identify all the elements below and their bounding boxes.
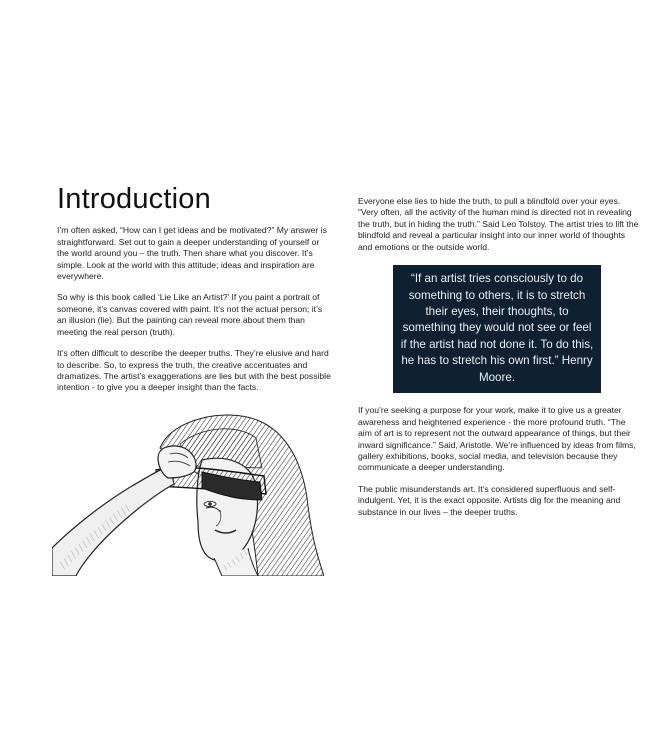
left-column <box>57 183 332 404</box>
intro-paragraph-2: So why is this book called ‘Lie Like an Artist?’ If you paint a portrait of someone, it’s canvas covered with paint. It’s not the actual person; it’s an illusion (lie). But the painting can reveal more about them than meeting the real person (truth). <box>57 292 323 337</box>
right-column <box>358 196 641 528</box>
public-misunderstands-paragraph: The public misunderstands art. It’s considered superfluous and self-indulgent. Yet, it is the exact opposite. Artists dig for the meaning and substance in our lives – the deeper truths. <box>358 483 621 517</box>
intro-paragraph-3: It’s often difficult to describe the deeper truths. They’re elusive and hard to describe. So, to express the truth, the creative accentuates and dramatizes. The artist’s exaggerations are lies but with the best possible intention - to give you a deeper insight than the facts. <box>57 348 331 393</box>
tolstoy-paragraph: Everyone else lies to hide the truth, to pull a blindfold over your eyes. “Very often, all the activity of the human mind is directed not in revealing the truth, but in hiding the truth.” Said Leo Tolstoy. The artist tries to lift the blindfold and reveal a particular insight into our inner world of thoughts and emotions or the outside world. <box>358 196 639 252</box>
page-title: Introduction <box>57 183 211 215</box>
intro-paragraph-1: I’m often asked, “How can I get ideas and be motivated?” My answer is straightforward. Set out to gain a deeper understanding of yourself or the world around you – the truth. Then share what you discover. It’s simple. Look at the world with this attitude; ideas and inspiration are everywhere. <box>57 225 327 282</box>
henry-moore-quote: “If an artist tries consciously to do something to others, it is to stretch their eyes, their thoughts, to something they would not see or feel if the artist had not done it. To do this, he has to stretch his own first.” Henry Moore. <box>393 265 601 393</box>
aristotle-paragraph: If you’re seeking a purpose for your work, make it to give us a greater awareness and heightened experience - the more profound truth. “The aim of art is to represent not the outward appearance of things, but their inward significance.” Said, Aristotle. We’re influenced by ideas from films, gallery exhibitions, books, social media, and television because they communicate a deeper understanding. <box>358 405 636 473</box>
blindfolded-woman-illustration <box>52 408 324 576</box>
